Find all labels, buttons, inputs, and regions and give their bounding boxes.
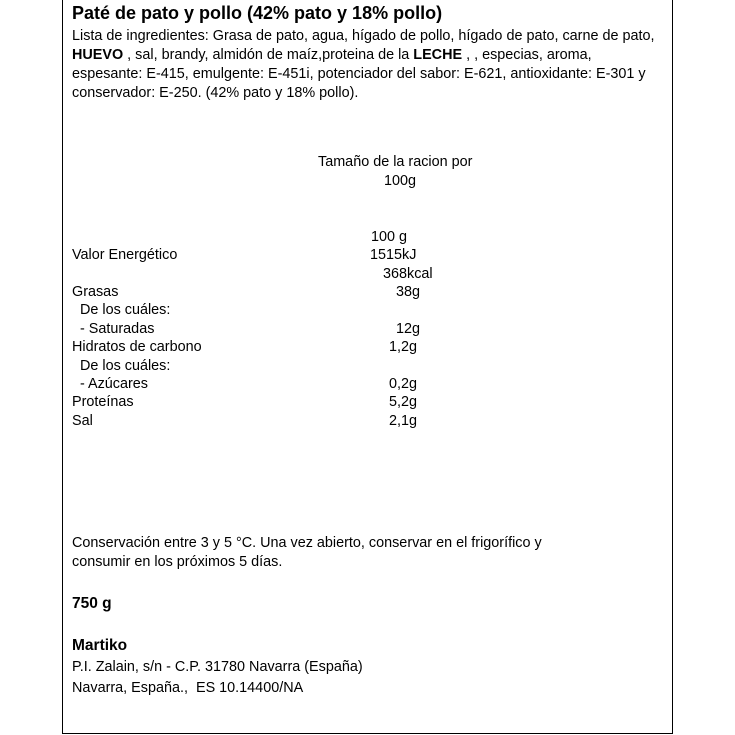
net-weight: 750 g [72, 595, 112, 612]
nutrition-label-fat: Grasas [72, 284, 119, 300]
nutrition-value-sugars: 0,2g [389, 376, 418, 392]
nutrition-column-header: 100 g [371, 229, 408, 245]
ingredients-prefix: Lista de ingredientes: Grasa de pato, agua, hígado de pollo, hígado de pato, carne de pato, [72, 28, 655, 44]
nutrition-label-carbs: Hidratos de carbono [72, 339, 202, 355]
ingredients-middle: , sal, brandy, almidón de maíz,proteina de la [123, 47, 414, 63]
nutrition-value-salt: 2,1g [389, 413, 418, 429]
nutrition-label-of-which-1: De los cuáles: [72, 302, 171, 318]
nutrition-value-energy-kcal: 368kcal [383, 266, 433, 282]
storage-line1: Conservación entre 3 y 5 °C. Una vez abierto, conservar en el frigorífico y [72, 535, 542, 551]
nutrition-value-protein: 5,2g [389, 394, 418, 410]
nutrition-value-energy-kj: 1515kJ [370, 247, 417, 263]
ingredients-suffix: , , especias, aroma, espesante: E-415, emulgente: E-451i, potenciador del sabor: E-621, antioxidante: E-301 y conservador: E-250. (42% pato y 18% pollo). [72, 47, 646, 101]
allergen-egg: HUEVO [72, 47, 124, 63]
manufacturer-registry: Navarra, España., ES 10.14400/NA [72, 680, 304, 696]
serving-size-line1: Tamaño de la racion por [318, 154, 473, 170]
serving-size-line2: 100g [384, 173, 417, 189]
allergen-milk: LECHE [413, 47, 463, 63]
nutrition-value-carbs: 1,2g [389, 339, 418, 355]
ingredients-list [72, 27, 662, 103]
nutrition-label-sugars: - Azúcares [72, 376, 148, 392]
nutrition-value-saturated: 12g [396, 321, 421, 337]
manufacturer-address: P.I. Zalain, s/n - C.P. 31780 Navarra (España) [72, 659, 363, 675]
nutrition-label-protein: Proteínas [72, 394, 134, 410]
nutrition-label-of-which-2: De los cuáles: [72, 358, 171, 374]
nutrition-value-fat: 38g [396, 284, 421, 300]
storage-line2: consumir en los próximos 5 días. [72, 554, 283, 570]
nutrition-label-salt: Sal [72, 413, 93, 429]
nutrition-label-saturated: - Saturadas [72, 321, 155, 337]
manufacturer-name: Martiko [72, 637, 128, 654]
product-title: Paté de pato y pollo (42% pato y 18% pollo) [72, 3, 443, 23]
nutrition-label-energy: Valor Energético [72, 247, 178, 263]
